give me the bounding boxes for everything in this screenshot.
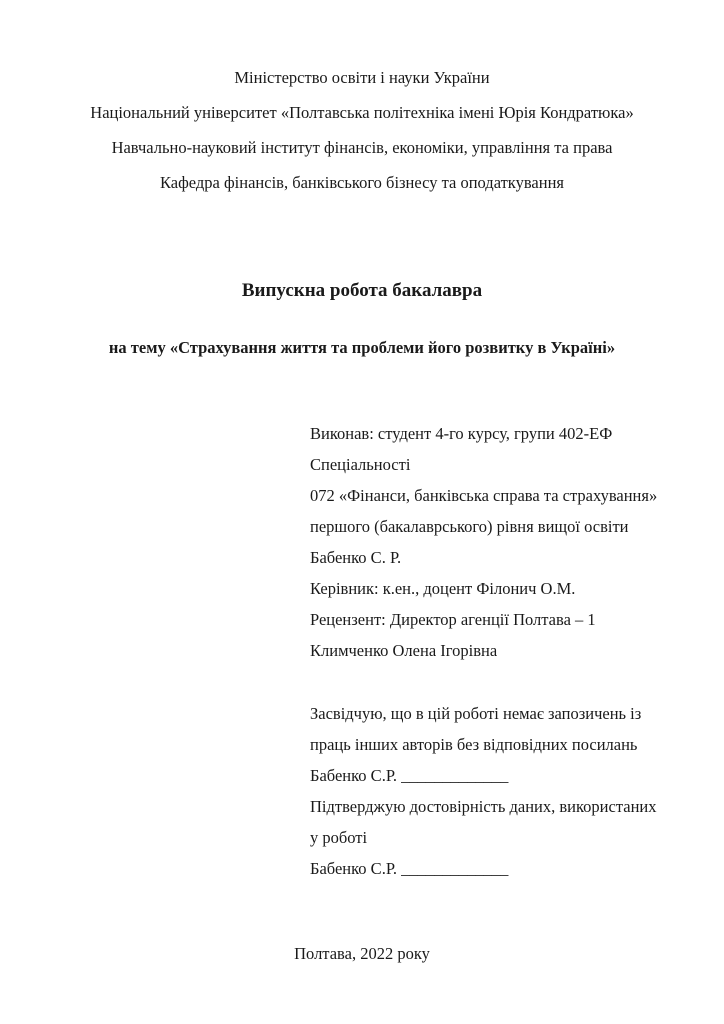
specialty-label-line: Спеціальності	[310, 455, 411, 474]
department-line: Кафедра фінансів, банківського бізнесу та оподаткування	[159, 173, 564, 192]
student-name-line: Бабенко С. Р.	[310, 548, 402, 567]
reviewer-line: Рецензент: Директор агенції Полтава – 1	[310, 610, 596, 629]
reviewer-name-line: Климченко Олена Ігорівна	[310, 641, 498, 660]
thesis-topic: на тему «Страхування життя та проблеми його розвитку в Україні»	[108, 338, 616, 357]
supervisor-line: Керівник: к.ен., доцент Філонич О.М.	[310, 579, 576, 598]
signature-line-2: Бабенко С.Р. _____________	[310, 859, 509, 878]
institute-line: Навчально-науковий інститут фінансів, економіки, управління та права	[111, 138, 613, 157]
education-level-line: першого (бакалаврського) рівня вищої освіти	[310, 517, 629, 536]
signature-line-1: Бабенко С.Р. _____________	[310, 766, 509, 785]
institution-header	[0, 60, 724, 200]
city-year-footer: Полтава, 2022 року	[294, 944, 430, 963]
ministry-line: Міністерство освіти і науки України	[234, 68, 490, 87]
author-details-block	[310, 418, 724, 666]
attestation-block	[310, 698, 724, 884]
confirmation-statement-line-2: у роботі	[310, 828, 368, 847]
performer-line: Виконав: студент 4-го курсу, групи 402-ЕФ	[310, 424, 613, 443]
confirmation-statement-line-1: Підтверджую достовірність даних, використаних	[310, 797, 657, 816]
university-line: Національний університет «Полтавська політехніка імені Юрія Кондратюка»	[90, 103, 634, 122]
specialty-code-line: 072 «Фінанси, банківська справа та страхування»	[310, 486, 658, 505]
attestation-statement-line-2: праць інших авторів без відповідних посилань	[310, 735, 638, 754]
thesis-title: Випускна робота бакалавра	[241, 280, 483, 301]
attestation-statement-line-1: Засвідчую, що в цій роботі немає запозичень із	[310, 704, 642, 723]
